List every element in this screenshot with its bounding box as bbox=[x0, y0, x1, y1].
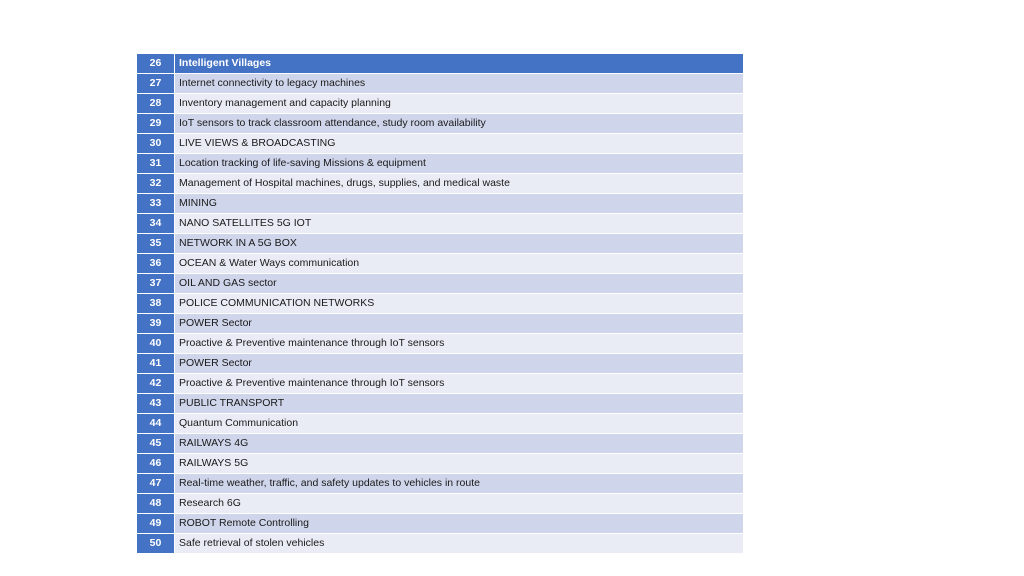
row-label: Research 6G bbox=[175, 494, 743, 514]
row-label: LIVE VIEWS & BROADCASTING bbox=[175, 134, 743, 154]
row-number: 44 bbox=[137, 414, 175, 434]
table-row bbox=[137, 94, 743, 114]
row-number: 27 bbox=[137, 74, 175, 94]
row-number: 49 bbox=[137, 514, 175, 534]
table-row bbox=[137, 154, 743, 174]
row-label: NETWORK IN A 5G BOX bbox=[175, 234, 743, 254]
row-label: Quantum Communication bbox=[175, 414, 743, 434]
row-number: 43 bbox=[137, 394, 175, 414]
row-number: 42 bbox=[137, 374, 175, 394]
table-row bbox=[137, 254, 743, 274]
row-label: POWER Sector bbox=[175, 354, 743, 374]
row-number: 29 bbox=[137, 114, 175, 134]
table-row bbox=[137, 294, 743, 314]
table-row bbox=[137, 274, 743, 294]
row-label: POWER Sector bbox=[175, 314, 743, 334]
table-row bbox=[137, 534, 743, 554]
row-label: Location tracking of life-saving Missions & equipment bbox=[175, 154, 743, 174]
row-number: 32 bbox=[137, 174, 175, 194]
table-row bbox=[137, 74, 743, 94]
table-row bbox=[137, 54, 743, 74]
row-label: RAILWAYS 4G bbox=[175, 434, 743, 454]
row-number: 41 bbox=[137, 354, 175, 374]
row-number: 36 bbox=[137, 254, 175, 274]
table-row bbox=[137, 474, 743, 494]
table-row bbox=[137, 234, 743, 254]
row-number: 33 bbox=[137, 194, 175, 214]
row-label: MINING bbox=[175, 194, 743, 214]
row-number: 39 bbox=[137, 314, 175, 334]
table-row bbox=[137, 314, 743, 334]
row-number: 40 bbox=[137, 334, 175, 354]
row-number: 50 bbox=[137, 534, 175, 554]
row-number: 26 bbox=[137, 54, 175, 74]
row-label: OIL AND GAS sector bbox=[175, 274, 743, 294]
row-number: 37 bbox=[137, 274, 175, 294]
row-label: RAILWAYS 5G bbox=[175, 454, 743, 474]
row-number: 38 bbox=[137, 294, 175, 314]
table-row bbox=[137, 454, 743, 474]
row-label: PUBLIC TRANSPORT bbox=[175, 394, 743, 414]
table-row bbox=[137, 514, 743, 534]
row-number: 30 bbox=[137, 134, 175, 154]
table-row bbox=[137, 434, 743, 454]
row-label: OCEAN & Water Ways communication bbox=[175, 254, 743, 274]
row-number: 48 bbox=[137, 494, 175, 514]
row-label: Proactive & Preventive maintenance through IoT sensors bbox=[175, 334, 743, 354]
table-row bbox=[137, 374, 743, 394]
table-row bbox=[137, 414, 743, 434]
table-row bbox=[137, 134, 743, 154]
row-number: 35 bbox=[137, 234, 175, 254]
row-label: ROBOT Remote Controlling bbox=[175, 514, 743, 534]
table-row bbox=[137, 494, 743, 514]
row-number: 47 bbox=[137, 474, 175, 494]
row-number: 31 bbox=[137, 154, 175, 174]
table-row bbox=[137, 394, 743, 414]
row-label: Management of Hospital machines, drugs, supplies, and medical waste bbox=[175, 174, 743, 194]
use-case-table-body bbox=[137, 54, 743, 554]
row-label: Real-time weather, traffic, and safety updates to vehicles in route bbox=[175, 474, 743, 494]
table-row bbox=[137, 174, 743, 194]
row-label: Safe retrieval of stolen vehicles bbox=[175, 534, 743, 554]
row-label: Inventory management and capacity planning bbox=[175, 94, 743, 114]
table-row bbox=[137, 114, 743, 134]
row-label: IoT sensors to track classroom attendance, study room availability bbox=[175, 114, 743, 134]
row-number: 46 bbox=[137, 454, 175, 474]
row-label: Proactive & Preventive maintenance through IoT sensors bbox=[175, 374, 743, 394]
row-number: 28 bbox=[137, 94, 175, 114]
row-label: Internet connectivity to legacy machines bbox=[175, 74, 743, 94]
table-row bbox=[137, 194, 743, 214]
row-number: 45 bbox=[137, 434, 175, 454]
table-row bbox=[137, 214, 743, 234]
row-number: 34 bbox=[137, 214, 175, 234]
row-label: POLICE COMMUNICATION NETWORKS bbox=[175, 294, 743, 314]
table-row bbox=[137, 354, 743, 374]
row-label: NANO SATELLITES 5G IOT bbox=[175, 214, 743, 234]
table-row bbox=[137, 334, 743, 354]
row-label: Intelligent Villages bbox=[175, 54, 743, 74]
use-case-table bbox=[137, 54, 743, 554]
